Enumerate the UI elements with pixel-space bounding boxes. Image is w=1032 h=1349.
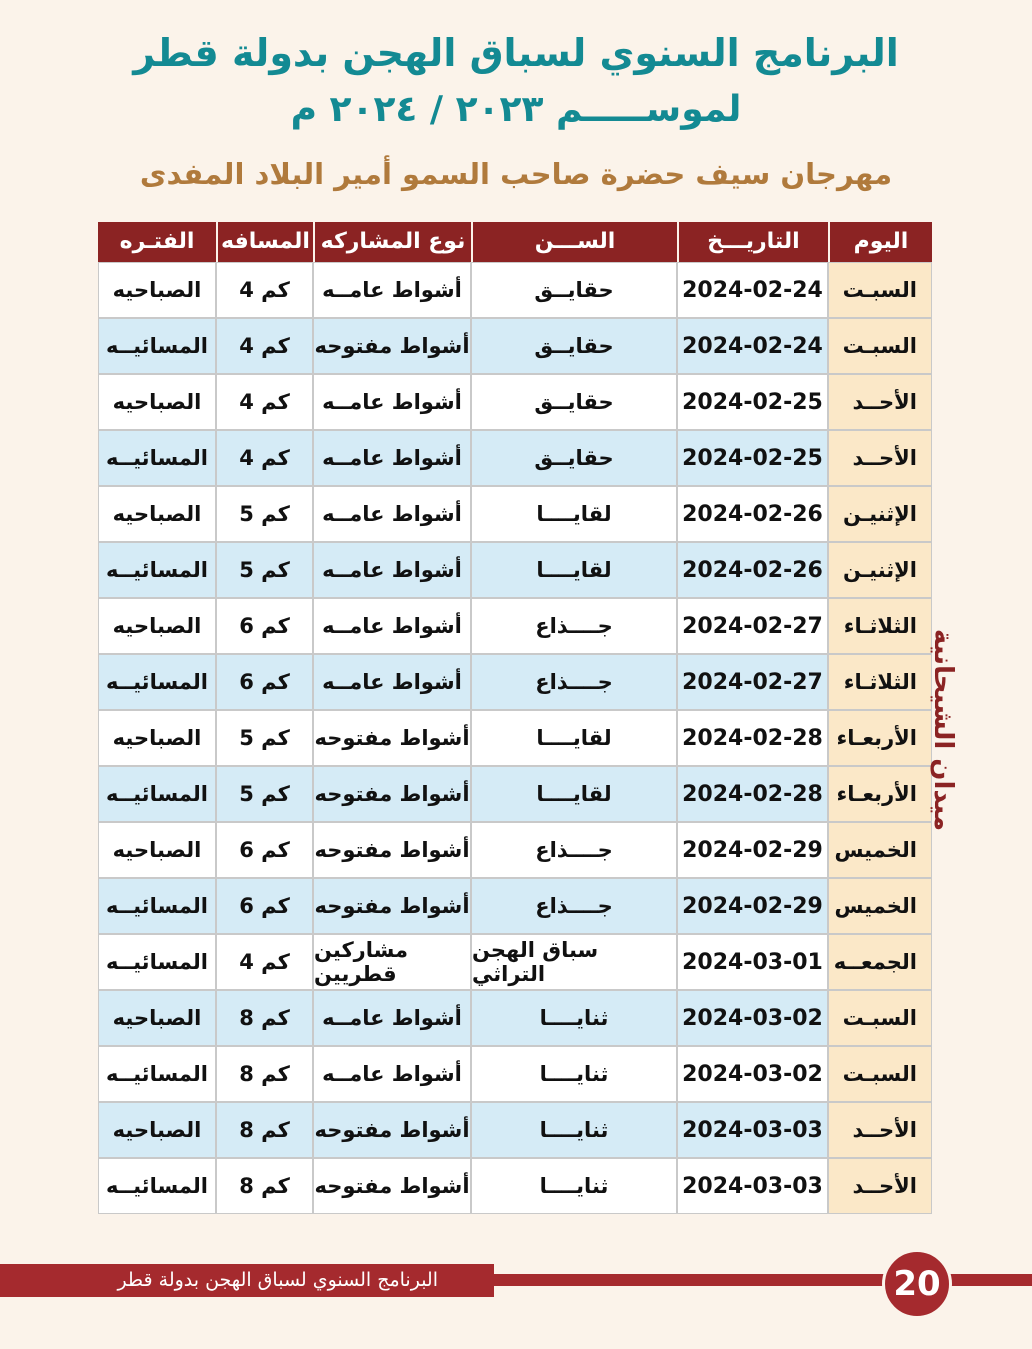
cell-type: مشاركين قطريين bbox=[313, 934, 471, 990]
cell-type: أشواط عامــه bbox=[313, 598, 471, 654]
header-distance: المسافه bbox=[216, 222, 313, 262]
cell-type: أشواط عامــه bbox=[313, 486, 471, 542]
table-row bbox=[98, 766, 932, 822]
cell-date: 2024-02-26 bbox=[677, 542, 828, 598]
venue-text: ميدان الشيحانية bbox=[928, 628, 958, 832]
cell-age: جــــذاع bbox=[471, 878, 677, 934]
cell-type: أشواط عامــه bbox=[313, 374, 471, 430]
table-body bbox=[98, 262, 932, 1214]
table-row bbox=[98, 934, 932, 990]
cell-period: المسائيــه bbox=[98, 654, 216, 710]
cell-type: أشواط عامــه bbox=[313, 262, 471, 318]
cell-age: لقايــــا bbox=[471, 486, 677, 542]
cell-day: السبـت bbox=[828, 318, 932, 374]
cell-period: المسائيــه bbox=[98, 542, 216, 598]
table-row bbox=[98, 542, 932, 598]
cell-age: سباق الهجن التراثي bbox=[471, 934, 677, 990]
cell-age: حقايــق bbox=[471, 430, 677, 486]
table-header bbox=[98, 222, 932, 262]
cell-date: 2024-02-24 bbox=[677, 318, 828, 374]
table-row bbox=[98, 598, 932, 654]
cell-date: 2024-02-26 bbox=[677, 486, 828, 542]
cell-date: 2024-02-28 bbox=[677, 710, 828, 766]
cell-age: ثنايــــا bbox=[471, 1158, 677, 1214]
cell-date: 2024-02-24 bbox=[677, 262, 828, 318]
cell-day: السبـت bbox=[828, 1046, 932, 1102]
cell-type: أشواط عامــه bbox=[313, 542, 471, 598]
cell-distance: 4 كم bbox=[216, 374, 313, 430]
cell-day: الأحــد bbox=[828, 374, 932, 430]
cell-day: السبـت bbox=[828, 990, 932, 1046]
header-period: الفتـره bbox=[119, 229, 195, 254]
cell-period: الصباحيه bbox=[98, 598, 216, 654]
venue-label bbox=[918, 600, 968, 860]
cell-date: 2024-02-29 bbox=[677, 878, 828, 934]
cell-age: لقايــــا bbox=[471, 542, 677, 598]
table-row bbox=[98, 654, 932, 710]
cell-distance: 8 كم bbox=[216, 1102, 313, 1158]
cell-age: ثنايــــا bbox=[471, 990, 677, 1046]
cell-distance: 8 كم bbox=[216, 1158, 313, 1214]
header-age: الســـن bbox=[471, 222, 677, 262]
cell-period: المسائيــه bbox=[98, 430, 216, 486]
table-row bbox=[98, 1102, 932, 1158]
cell-age: لقايــــا bbox=[471, 766, 677, 822]
table-row bbox=[98, 374, 932, 430]
cell-type: أشواط عامــه bbox=[313, 990, 471, 1046]
cell-period: المسائيــه bbox=[98, 766, 216, 822]
cell-type: أشواط مفتوحه bbox=[313, 1102, 471, 1158]
cell-day: الخميس bbox=[828, 878, 932, 934]
cell-distance: 5 كم bbox=[216, 542, 313, 598]
cell-type: أشواط مفتوحه bbox=[313, 878, 471, 934]
cell-period: الصباحيه bbox=[98, 710, 216, 766]
table-row bbox=[98, 262, 932, 318]
cell-distance: 4 كم bbox=[216, 934, 313, 990]
cell-period: الصباحيه bbox=[98, 262, 216, 318]
cell-day: الأحــد bbox=[828, 1102, 932, 1158]
cell-date: 2024-03-02 bbox=[677, 990, 828, 1046]
cell-date: 2024-02-25 bbox=[677, 374, 828, 430]
cell-age: حقايــق bbox=[471, 318, 677, 374]
cell-type: أشواط مفتوحه bbox=[313, 318, 471, 374]
cell-day: الأحــد bbox=[828, 430, 932, 486]
table-row bbox=[98, 990, 932, 1046]
cell-age: حقايــق bbox=[471, 262, 677, 318]
cell-period: المسائيــه bbox=[98, 318, 216, 374]
cell-type: أشواط مفتوحه bbox=[313, 766, 471, 822]
cell-period: الصباحيه bbox=[98, 374, 216, 430]
cell-age: جــــذاع bbox=[471, 654, 677, 710]
cell-type: أشواط مفتوحه bbox=[313, 1158, 471, 1214]
table-row bbox=[98, 822, 932, 878]
cell-day: الأربعـاء bbox=[828, 710, 932, 766]
cell-distance: 4 كم bbox=[216, 318, 313, 374]
cell-age: ثنايــــا bbox=[471, 1102, 677, 1158]
cell-age: جــــذاع bbox=[471, 822, 677, 878]
cell-type: أشواط عامــه bbox=[313, 1046, 471, 1102]
table-row bbox=[98, 318, 932, 374]
cell-distance: 4 كم bbox=[216, 262, 313, 318]
cell-date: 2024-03-02 bbox=[677, 1046, 828, 1102]
cell-type: أشواط عامــه bbox=[313, 430, 471, 486]
schedule-table bbox=[98, 222, 932, 1214]
cell-day: الأحــد bbox=[828, 1158, 932, 1214]
table-row bbox=[98, 1046, 932, 1102]
cell-distance: 8 كم bbox=[216, 1046, 313, 1102]
cell-date: 2024-03-03 bbox=[677, 1102, 828, 1158]
cell-distance: 6 كم bbox=[216, 654, 313, 710]
cell-age: جــــذاع bbox=[471, 598, 677, 654]
cell-distance: 5 كم bbox=[216, 486, 313, 542]
cell-distance: 6 كم bbox=[216, 822, 313, 878]
cell-period: المسائيــه bbox=[98, 878, 216, 934]
cell-distance: 5 كم bbox=[216, 710, 313, 766]
table-row bbox=[98, 1158, 932, 1214]
cell-period: الصباحيه bbox=[98, 486, 216, 542]
cell-period: الصباحيه bbox=[98, 990, 216, 1046]
table-row bbox=[98, 710, 932, 766]
table-row bbox=[98, 878, 932, 934]
cell-distance: 6 كم bbox=[216, 598, 313, 654]
cell-age: حقايــق bbox=[471, 374, 677, 430]
cell-date: 2024-03-01 bbox=[677, 934, 828, 990]
cell-day: الإثنيـن bbox=[828, 486, 932, 542]
cell-day: الإثنيـن bbox=[828, 542, 932, 598]
cell-type: أشواط مفتوحه bbox=[313, 710, 471, 766]
header-day: اليوم bbox=[828, 222, 932, 262]
season-title: لموســـــم ٢٠٢٣ / ٢٠٢٤ م bbox=[290, 89, 742, 130]
cell-distance: 8 كم bbox=[216, 990, 313, 1046]
cell-date: 2024-02-29 bbox=[677, 822, 828, 878]
festival-subtitle: مهرجان سيف حضرة صاحب السمو أمير البلاد المفدى bbox=[139, 157, 893, 191]
cell-age: ثنايــــا bbox=[471, 1046, 677, 1102]
header-type: نوع المشاركه bbox=[313, 222, 471, 262]
cell-date: 2024-02-27 bbox=[677, 598, 828, 654]
cell-date: 2024-02-28 bbox=[677, 766, 828, 822]
cell-date: 2024-02-27 bbox=[677, 654, 828, 710]
cell-date: 2024-02-25 bbox=[677, 430, 828, 486]
cell-age: لقايــــا bbox=[471, 710, 677, 766]
table-row bbox=[98, 430, 932, 486]
cell-period: الصباحيه bbox=[98, 822, 216, 878]
table-row bbox=[98, 486, 932, 542]
cell-day: الثلاثـاء bbox=[828, 598, 932, 654]
header-date: التاريـــخ bbox=[677, 222, 828, 262]
cell-day: الثلاثـاء bbox=[828, 654, 932, 710]
cell-date: 2024-03-03 bbox=[677, 1158, 828, 1214]
cell-period: المسائيــه bbox=[98, 934, 216, 990]
footer-banner: البرنامج السنوي لسباق الهجن بدولة قطر bbox=[0, 1264, 494, 1297]
cell-day: الخميس bbox=[828, 822, 932, 878]
cell-day: الجمعــه bbox=[828, 934, 932, 990]
cell-day: السبـت bbox=[828, 262, 932, 318]
page-title: البرنامج السنوي لسباق الهجن بدولة قطر bbox=[133, 31, 899, 75]
cell-period: المسائيــه bbox=[98, 1158, 216, 1214]
cell-distance: 4 كم bbox=[216, 430, 313, 486]
cell-period: المسائيــه bbox=[98, 1046, 216, 1102]
cell-distance: 6 كم bbox=[216, 878, 313, 934]
cell-type: أشواط مفتوحه bbox=[313, 822, 471, 878]
page-number: 20 bbox=[882, 1249, 952, 1319]
cell-day: الأربعـاء bbox=[828, 766, 932, 822]
cell-period: الصباحيه bbox=[98, 1102, 216, 1158]
cell-type: أشواط عامــه bbox=[313, 654, 471, 710]
cell-distance: 5 كم bbox=[216, 766, 313, 822]
